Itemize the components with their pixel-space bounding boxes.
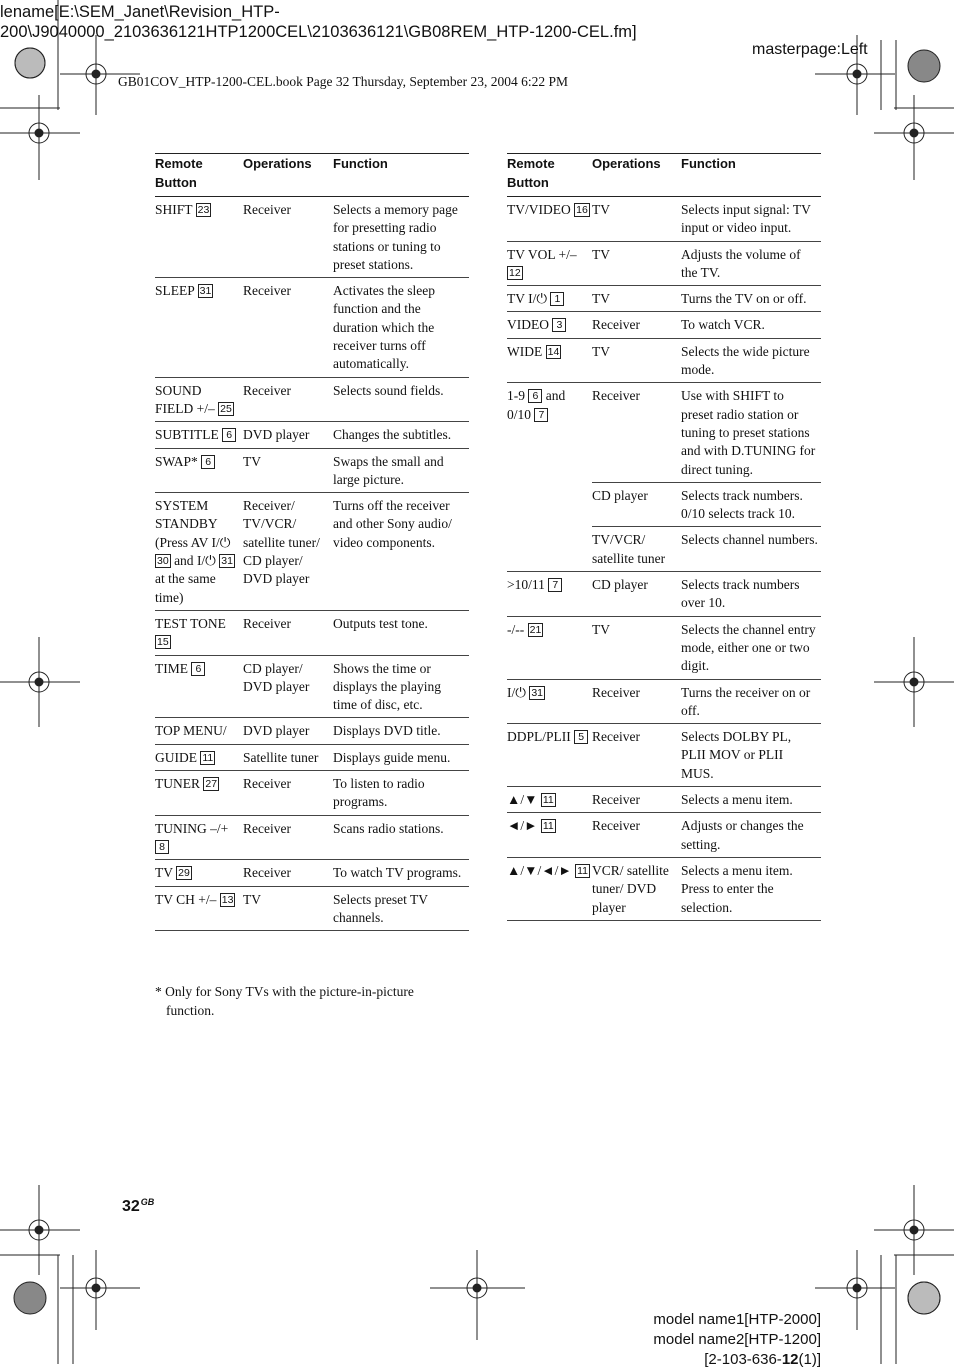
table-row — [155, 744, 469, 770]
table-row — [507, 724, 821, 787]
part-number — [653, 1350, 821, 1370]
table-row — [507, 813, 821, 858]
callout-number: 11 — [542, 820, 554, 833]
cell-function: Turns off the receiver and other Sony audio/ video components. — [333, 493, 469, 611]
cell-function: Selects a menu item. — [681, 787, 821, 813]
table-row — [155, 886, 469, 931]
part-number-prefix: [2-103-636- — [704, 1351, 782, 1368]
cell-operations: TV — [243, 886, 333, 931]
page-number-value: 32 — [122, 1198, 140, 1215]
cell-button: TEST TONE 15 — [155, 610, 243, 655]
table-row — [155, 655, 469, 718]
cell-operations: TV — [592, 197, 681, 242]
table-row — [155, 377, 469, 422]
callout-number: 1 — [550, 292, 564, 306]
cell-operations: CD player — [592, 572, 681, 617]
cell-button: ▲/▼ 11 — [507, 787, 592, 813]
col-header-button: Remote Button — [155, 154, 243, 197]
table-row — [507, 679, 821, 724]
cell-function: Selects preset TV channels. — [333, 886, 469, 931]
cell-button: TUNER 27 — [155, 771, 243, 816]
callout-number: 15 — [157, 636, 169, 649]
col-header-operations: Operations — [243, 154, 333, 197]
callout-number: 7 — [548, 578, 562, 592]
cell-button: DDPL/PLII 5 — [507, 724, 592, 787]
cell-button: TV CH +/– 13 — [155, 886, 243, 931]
callout-number: 6 — [528, 389, 542, 403]
cell-function: Selects track numbers over 10. — [681, 572, 821, 617]
col-header-function: Function — [681, 154, 821, 197]
cell-button: >10/11 7 — [507, 572, 592, 617]
model-info — [653, 1310, 821, 1370]
cell-button — [507, 482, 592, 527]
callout-number: 13 — [221, 893, 234, 906]
callout-number: 25 — [220, 402, 232, 415]
cell-operations: DVD player — [243, 718, 333, 744]
cell-function: Selects track numbers. 0/10 selects track 10. — [681, 482, 821, 527]
cell-operations: Receiver — [592, 787, 681, 813]
cell-function: Selects the channel entry mode, either one or two digit. — [681, 616, 821, 679]
cell-button: TV VOL +/– 12 — [507, 241, 592, 286]
file-path-line1: lename[E:\SEM_Janet\Revision_HTP- — [0, 3, 280, 21]
table-row — [155, 448, 469, 493]
callout-number: 11 — [542, 794, 554, 807]
cell-operations: Receiver/ TV/VCR/ satellite tuner/ CD player/ DVD player — [243, 493, 333, 611]
cell-button: SOUND FIELD +/– 25 — [155, 377, 243, 422]
callout-number: 27 — [205, 778, 218, 791]
cell-operations: DVD player — [243, 422, 333, 448]
cell-button: TIME 6 — [155, 655, 243, 718]
cell-operations: VCR/ satellite tuner/ DVD player — [592, 857, 681, 920]
table-row — [155, 771, 469, 816]
footnote — [155, 982, 465, 1020]
table-row — [155, 493, 469, 611]
remote-table-left-body — [155, 197, 469, 931]
cell-operations: TV — [592, 616, 681, 679]
cell-operations: CD player/ DVD player — [243, 655, 333, 718]
cell-button: SHIFT 23 — [155, 197, 243, 278]
remote-table-right — [507, 153, 821, 921]
table-row — [507, 572, 821, 617]
file-path-line2: 200\J9040000_2103636121HTP1200CEL\2103636121\GB08REM_HTP-1200-CEL.fm] — [0, 23, 637, 41]
col-header-operations: Operations — [592, 154, 681, 197]
table-row — [155, 815, 469, 860]
cell-button: SWAP* 6 — [155, 448, 243, 493]
cell-function: Changes the subtitles. — [333, 422, 469, 448]
table-row — [507, 312, 821, 338]
cell-function: Displays guide menu. — [333, 744, 469, 770]
callout-number: 6 — [201, 455, 215, 469]
cell-function: Turns the receiver on or off. — [681, 679, 821, 724]
cell-operations: Receiver — [243, 815, 333, 860]
cell-function: Selects DOLBY PL, PLII MOV or PLII MUS. — [681, 724, 821, 787]
cell-operations: Receiver — [243, 278, 333, 377]
cell-function: To watch TV programs. — [333, 860, 469, 886]
cell-function: Selects input signal: TV input or video input. — [681, 197, 821, 242]
table-row — [507, 197, 821, 242]
callout-number: 11 — [577, 864, 588, 877]
cell-function: Selects a memory page for presetting radio stations or tuning to preset stations. — [333, 197, 469, 278]
cell-operations: TV — [592, 286, 681, 312]
table-row — [507, 286, 821, 312]
book-info-line: GB01COV_HTP-1200-CEL.book Page 32 Thursday, September 23, 2004 6:22 PM — [118, 74, 568, 89]
page-number — [122, 1197, 154, 1216]
cell-operations: Receiver — [243, 771, 333, 816]
cell-operations: Receiver — [243, 610, 333, 655]
cell-button: I/⏻ 31 — [507, 679, 592, 724]
footnote-line1: * Only for Sony TVs with the picture-in-picture — [155, 984, 414, 999]
table-row — [507, 527, 821, 572]
cell-operations: TV — [592, 338, 681, 383]
cell-button: VIDEO 3 — [507, 312, 592, 338]
cell-operations: Satellite tuner — [243, 744, 333, 770]
table-row — [507, 857, 821, 920]
table-header-row — [507, 154, 821, 197]
cell-button — [507, 527, 592, 572]
part-number-suffix: (1)] — [798, 1351, 821, 1368]
cell-function: Selects the wide picture mode. — [681, 338, 821, 383]
page-number-suffix: GB — [140, 1197, 155, 1207]
footnote-line2: function. — [166, 1003, 215, 1018]
col-header-button: Remote Button — [507, 154, 592, 197]
cell-function: Adjusts or changes the setting. — [681, 813, 821, 858]
cell-operations: TV/VCR/ satellite tuner — [592, 527, 681, 572]
cell-button: SYSTEM STANDBY (Press AV I/⏻ 30 and I/⏻ 31 at the same time) — [155, 493, 243, 611]
cell-button: ◄/► 11 — [507, 813, 592, 858]
cell-button: SLEEP 31 — [155, 278, 243, 377]
cell-button: TV I/⏻ 1 — [507, 286, 592, 312]
callout-number: 16 — [576, 204, 588, 216]
table-row — [155, 422, 469, 448]
callout-number: 23 — [197, 204, 210, 216]
callout-number: 3 — [552, 318, 566, 332]
cell-button: TOP MENU/ — [155, 718, 243, 744]
callout-number: 30 — [157, 555, 169, 568]
cell-operations: Receiver — [243, 377, 333, 422]
table-row — [507, 338, 821, 383]
callout-number: 6 — [222, 428, 236, 442]
cell-operations: Receiver — [243, 860, 333, 886]
table-row — [155, 610, 469, 655]
file-path-label — [0, 2, 637, 42]
table-row — [507, 383, 821, 482]
remote-table-left — [155, 153, 469, 931]
cell-button: WIDE 14 — [507, 338, 592, 383]
table-row — [507, 482, 821, 527]
model-name-2: model name2[HTP-1200] — [653, 1331, 821, 1348]
cell-operations: TV — [243, 448, 333, 493]
cell-button: -/-- 21 — [507, 616, 592, 679]
col-header-function: Function — [333, 154, 469, 197]
table-row — [507, 616, 821, 679]
cell-operations: Receiver — [243, 197, 333, 278]
cell-operations: Receiver — [592, 813, 681, 858]
cell-function: Adjusts the volume of the TV. — [681, 241, 821, 286]
cell-function: Swaps the small and large picture. — [333, 448, 469, 493]
cell-function: To watch VCR. — [681, 312, 821, 338]
callout-number: 31 — [199, 285, 212, 298]
table-row — [507, 241, 821, 286]
cell-operations: Receiver — [592, 679, 681, 724]
table-row — [155, 197, 469, 278]
cell-button: GUIDE 11 — [155, 744, 243, 770]
cell-button: TUNING –/+ 8 — [155, 815, 243, 860]
cell-operations: Receiver — [592, 383, 681, 482]
cell-button: ▲/▼/◄/► 11 — [507, 857, 592, 920]
cell-function: Outputs test tone. — [333, 610, 469, 655]
cell-function: Activates the sleep function and the duration which the receiver turns off automatically. — [333, 278, 469, 377]
cell-function: Displays DVD title. — [333, 718, 469, 744]
callout-number: 29 — [178, 867, 190, 880]
callout-number: 31 — [221, 555, 233, 568]
cell-operations: TV — [592, 241, 681, 286]
table-header-row — [155, 154, 469, 197]
cell-button: 1-9 6 and 0/10 7 — [507, 388, 566, 422]
cell-operations: CD player — [592, 482, 681, 527]
cell-button: SUBTITLE 6 — [155, 422, 243, 448]
callout-number: 12 — [509, 266, 521, 279]
remote-table-right-body — [507, 197, 821, 921]
cell-function: Turns the TV on or off. — [681, 286, 821, 312]
cell-operations: Receiver — [592, 312, 681, 338]
model-name-1: model name1[HTP-2000] — [653, 1311, 821, 1328]
cell-function: To listen to radio programs. — [333, 771, 469, 816]
cell-button: TV/VIDEO 16 — [507, 197, 592, 242]
table-row — [155, 718, 469, 744]
callout-number: 7 — [534, 408, 548, 422]
cell-function: Selects sound fields. — [333, 377, 469, 422]
table-row — [155, 278, 469, 377]
callout-number: 5 — [574, 730, 588, 744]
callout-number: 8 — [155, 840, 169, 854]
masterpage-label: masterpage:Left — [752, 41, 868, 58]
cell-function: Scans radio stations. — [333, 815, 469, 860]
callout-number: 14 — [547, 345, 560, 358]
cell-function: Selects a menu item. Press to enter the selection. — [681, 857, 821, 920]
cell-function: Use with SHIFT to preset radio station or tuning to preset stations and with D.TUNING for direct tuning. — [681, 383, 821, 482]
cell-button: TV 29 — [155, 860, 243, 886]
cell-function: Shows the time or displays the playing time of disc, etc. — [333, 655, 469, 718]
table-row — [507, 787, 821, 813]
table-row — [155, 860, 469, 886]
callout-number: 31 — [531, 686, 543, 699]
cell-function: Selects channel numbers. — [681, 527, 821, 572]
callout-number: 21 — [529, 623, 542, 636]
part-number-bold: 12 — [781, 1351, 799, 1368]
cell-operations: Receiver — [592, 724, 681, 787]
callout-number: 11 — [202, 751, 214, 764]
callout-number: 6 — [191, 662, 205, 676]
